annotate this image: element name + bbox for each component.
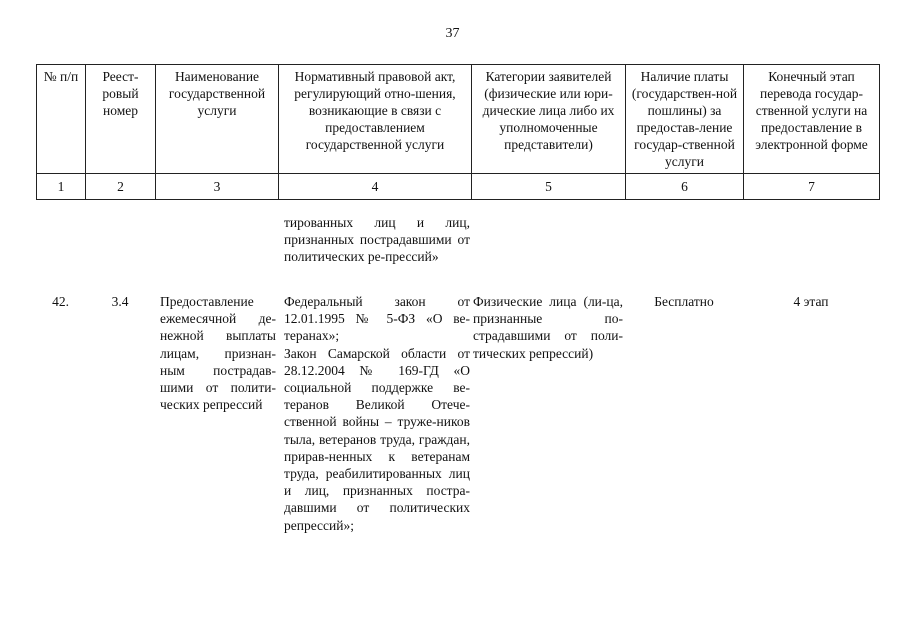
page-number: 37	[445, 26, 460, 41]
header-table	[36, 64, 880, 200]
row-42-applicants: Физические лица (ли-ца, признанные по-страдавшими от поли-тических репрессий)	[473, 294, 623, 361]
row-42-fee: Бесплатно	[654, 294, 714, 309]
header-cell-act: Нормативный правовой акт, регулирующий отно-шения, возникающие в связи с предоставлением государственной услуги	[279, 65, 472, 174]
row-42-stage: 4 этап	[793, 294, 829, 309]
column-number: 3	[156, 174, 279, 200]
column-number: 2	[86, 174, 156, 200]
continued-act-text: тированных лиц и лиц, признанных пострадавшими от политических ре-прессий»	[284, 215, 470, 265]
header-cell-applicants: Категории заявителей (физические или юри-дические лица либо их уполномоченные представители)	[472, 65, 626, 174]
row-42-service-name: Предоставление ежемесячной де-нежной выплаты лицам, признан-ным пострадав-шими от полити-ческих репрессий	[160, 294, 276, 413]
header-cell-stage: Конечный этап перевода государ-ственной услуги на предоставление в электронной форме	[744, 65, 880, 174]
column-number: 4	[279, 174, 472, 200]
column-number: 7	[744, 174, 880, 200]
header-row	[37, 65, 880, 174]
header-cell-reg: Реест-ровый номер	[86, 65, 156, 174]
column-number-row	[37, 174, 880, 200]
column-number: 1	[37, 174, 86, 200]
column-number: 6	[626, 174, 744, 200]
row-42-legal-act: Федеральный закон от 12.01.1995 № 5-ФЗ «О ве-теранах»; Закон Самарской области от 28.12.2004 № 169-ГД «О социальной поддержке ве-теранов Великой Отече-ственной войны – тружe-ников тыла, ветеранов труда, граждан, прирав-ненных к ветеранам труда, реабилитированных лиц и лиц, признанных постра-давшими от политических репрессий»;	[284, 294, 470, 533]
header-cell-service: Наименование государственной услуги	[156, 65, 279, 174]
row-42-registry-number: 3.4	[111, 294, 129, 309]
header-cell-num: № п/п	[37, 65, 86, 174]
column-number: 5	[472, 174, 626, 200]
header-cell-fee: Наличие платы (государствен-ной пошлины) за предостав-ление государ-ственной услуги	[626, 65, 744, 174]
row-42-number: 42.	[52, 294, 69, 309]
